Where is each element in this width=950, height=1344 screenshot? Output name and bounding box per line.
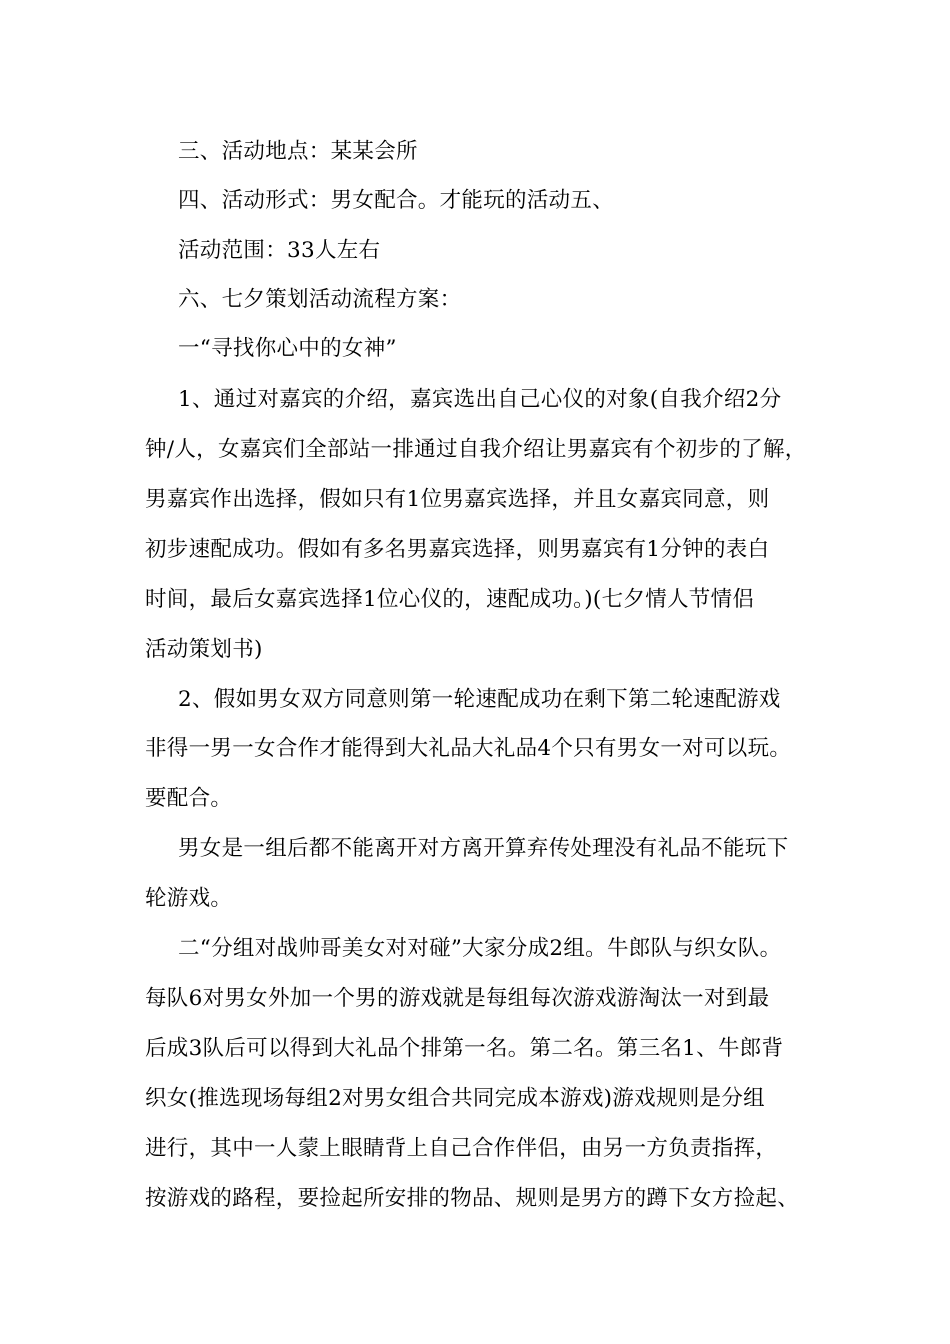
text-line: 1、通过对嘉宾的介绍，嘉宾选出自己心仪的对象(自我介绍2分: [178, 387, 782, 412]
text-line: 每队6对男女外加一个男的游戏就是每组每次游戏游淘汰一对到最: [145, 986, 770, 1011]
text-line: 进行，其中一人蒙上眼睛背上自己合作伴侣，由另一方负责指挥，: [145, 1136, 778, 1161]
text-line: 织女(推选现场每组2对男女组合共同完成本游戏)游戏规则是分组: [145, 1086, 765, 1111]
text-line: 活动策划书): [145, 637, 263, 662]
text-line: 四、活动形式：男女配合。才能玩的活动五、: [178, 188, 615, 213]
text-line: 一“寻找你心中的女神”: [178, 336, 397, 361]
text-line: 二“分组对战帅哥美女对对碰”大家分成2组。牛郎队与织女队。: [178, 936, 782, 961]
text-line: 钟/人，女嘉宾们全部站一排通过自我介绍让男嘉宾有个初步的了解，: [145, 437, 807, 462]
text-line: 后成3队后可以得到大礼品个排第一名。第二名。第三名1、牛郎背: [145, 1036, 784, 1061]
text-line: 六、七夕策划活动流程方案：: [178, 287, 462, 312]
text-line: 非得一男一女合作才能得到大礼品大礼品4个只有男女一对可以玩。: [145, 736, 792, 761]
text-line: 按游戏的路程，要捡起所安排的物品、规则是男方的蹲下女方捡起、: [145, 1186, 800, 1211]
text-line: 三、活动地点：某某会所: [178, 139, 418, 164]
text-line: 轮游戏。: [145, 886, 233, 911]
text-line: 男嘉宾作出选择，假如只有1位男嘉宾选择，并且女嘉宾同意，则: [145, 487, 770, 512]
text-line: 2、假如男女双方同意则第一轮速配成功在剩下第二轮速配游戏: [178, 687, 781, 712]
text-line: 活动范围：33人左右: [178, 238, 381, 263]
text-line: 要配合。: [145, 786, 233, 811]
text-line: 初步速配成功。假如有多名男嘉宾选择，则男嘉宾有1分钟的表白: [145, 537, 770, 562]
text-line: 男女是一组后都不能离开对方离开算弃传处理没有礼品不能玩下: [178, 836, 789, 861]
text-line: 时间，最后女嘉宾选择1位心仪的，速配成功。)(七夕情人节情侣: [145, 587, 755, 612]
